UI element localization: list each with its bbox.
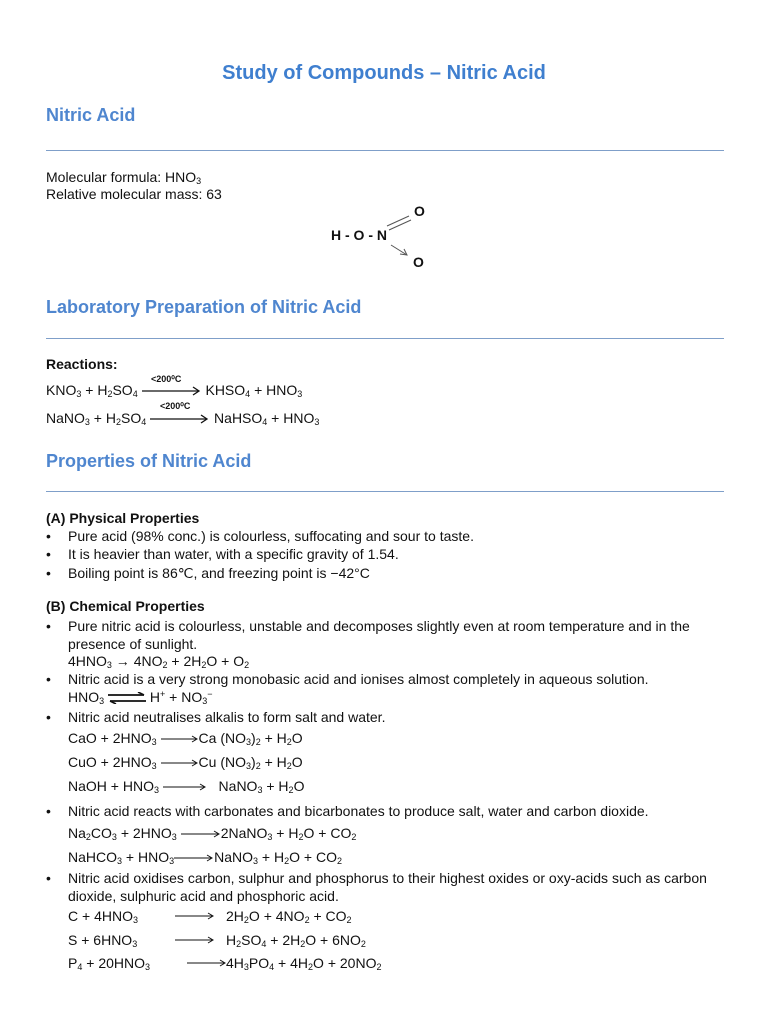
physical-properties-heading: (A) Physical Properties	[46, 510, 200, 526]
bullet-icon: •	[46, 565, 51, 581]
bullet-icon: •	[46, 546, 51, 562]
chemical-item: Nitric acid reacts with carbonates and bicarbonates to produce salt, water and carbon dioxide.	[68, 803, 649, 819]
arrow-icon	[187, 958, 227, 968]
equation-phosphorus-products: $4H_3PO_4 + 4H_2O + 20NO_2$	[226, 955, 382, 972]
bullet-icon: •	[46, 709, 51, 725]
bullet-icon: •	[46, 618, 51, 634]
equilibrium-arrow-icon	[108, 692, 146, 704]
section-heading-properties: Properties of Nitric Acid	[46, 451, 252, 471]
bond-lines-icon	[385, 205, 415, 265]
molecular-formula: Molecular formula: $HNO_3$	[46, 169, 202, 186]
equation-phosphorus: $P_4 + 20HNO_3$	[68, 955, 151, 972]
equation-carbon: $C + 4HNO_3$	[68, 908, 138, 925]
bullet-icon: •	[46, 528, 51, 544]
equation-kno3: $KNO_3 + H_2SO_4$ $KHSO_4 + HNO_3$	[46, 382, 303, 399]
section-heading-nitric-acid: Nitric Acid	[46, 105, 136, 125]
arrow-icon	[161, 758, 199, 768]
bullet-icon: •	[46, 803, 51, 819]
arrow-icon	[175, 935, 215, 945]
arrow-icon	[142, 386, 202, 396]
divider	[46, 338, 724, 339]
arrow-icon	[174, 853, 214, 863]
physical-item: Pure acid (98% conc.) is colourless, suffocating and sour to taste.	[68, 528, 474, 544]
bullet-icon: •	[46, 870, 51, 886]
arrow-icon	[150, 414, 210, 424]
equation-cao: CaO + $2HNO_3$ Ca $(NO_3)_2 + H_2O$	[68, 730, 303, 747]
molecular-mass: Relative molecular mass: 63	[46, 186, 222, 202]
reaction-condition: <200⁰C	[151, 374, 182, 384]
section-heading-preparation: Laboratory Preparation of Nitric Acid	[46, 297, 362, 317]
chemical-item: Nitric acid oxidises carbon, sulphur and phosphorus to their highest oxides or oxy-acids such as carbon dioxide, sulphuric acid and phosphoric acid.	[68, 870, 707, 904]
divider	[46, 150, 724, 151]
chemical-item: Pure nitric acid is colourless, unstable and decomposes slightly even at room temperature and in the presence of sunlight.	[68, 618, 690, 652]
equation-sulphur-products: $H_2SO_4 + 2H_2O + 6NO_2$	[226, 932, 366, 949]
reactions-heading: Reactions:	[46, 356, 118, 372]
divider	[46, 491, 724, 492]
chemical-properties-heading: (B) Chemical Properties	[46, 598, 205, 614]
equation-naoh: NaOH + $HNO_3$ NaNO$_3$ + $H_2O$	[68, 778, 305, 795]
equation-ionisation: $HNO_3$ $H^+ + NO_3^-$	[68, 689, 213, 706]
reaction-condition: <200⁰C	[160, 401, 191, 411]
page-title: Study of Compounds – Nitric Acid	[222, 62, 546, 84]
equation-decomposition: $4HNO_3 \to 4NO_2 + 2H_2O + O_2$	[68, 653, 250, 670]
arrow-icon	[163, 782, 207, 792]
equation-nahco3: NaHCO$_3$ + $HNO_3$ NaNO$_3$ + $H_2O + CO_2$	[68, 849, 343, 866]
equation-cuo: CuO + $2HNO_3$ Cu $(NO_3)_2 + H_2O$	[68, 754, 303, 771]
physical-item: It is heavier than water, with a specific gravity of 1.54.	[68, 546, 399, 562]
chemical-item: Nitric acid is a very strong monobasic acid and ionises almost completely in aqueous solution.	[68, 671, 649, 687]
chemical-item: Nitric acid neutralises alkalis to form salt and water.	[68, 709, 386, 725]
bullet-icon: •	[46, 671, 51, 687]
equation-sulphur: $S + 6HNO_3$	[68, 932, 138, 949]
equation-carbon-products: $2H_2O + 4NO_2 + CO_2$	[226, 908, 352, 925]
physical-item: Boiling point is 86℃, and freezing point is −42°C	[68, 565, 370, 581]
equation-na2co3: $Na_2CO_3 + 2HNO_3$ 2NaNO$_3$ + $H_2O + CO_2$	[68, 825, 357, 842]
arrow-icon	[161, 734, 199, 744]
arrow-icon	[175, 911, 215, 921]
arrow-icon	[181, 829, 221, 839]
equation-nano3: NaNO$_3$ + $H_2SO_4$ NaHSO$_4$ + $HNO_3$	[46, 410, 320, 427]
